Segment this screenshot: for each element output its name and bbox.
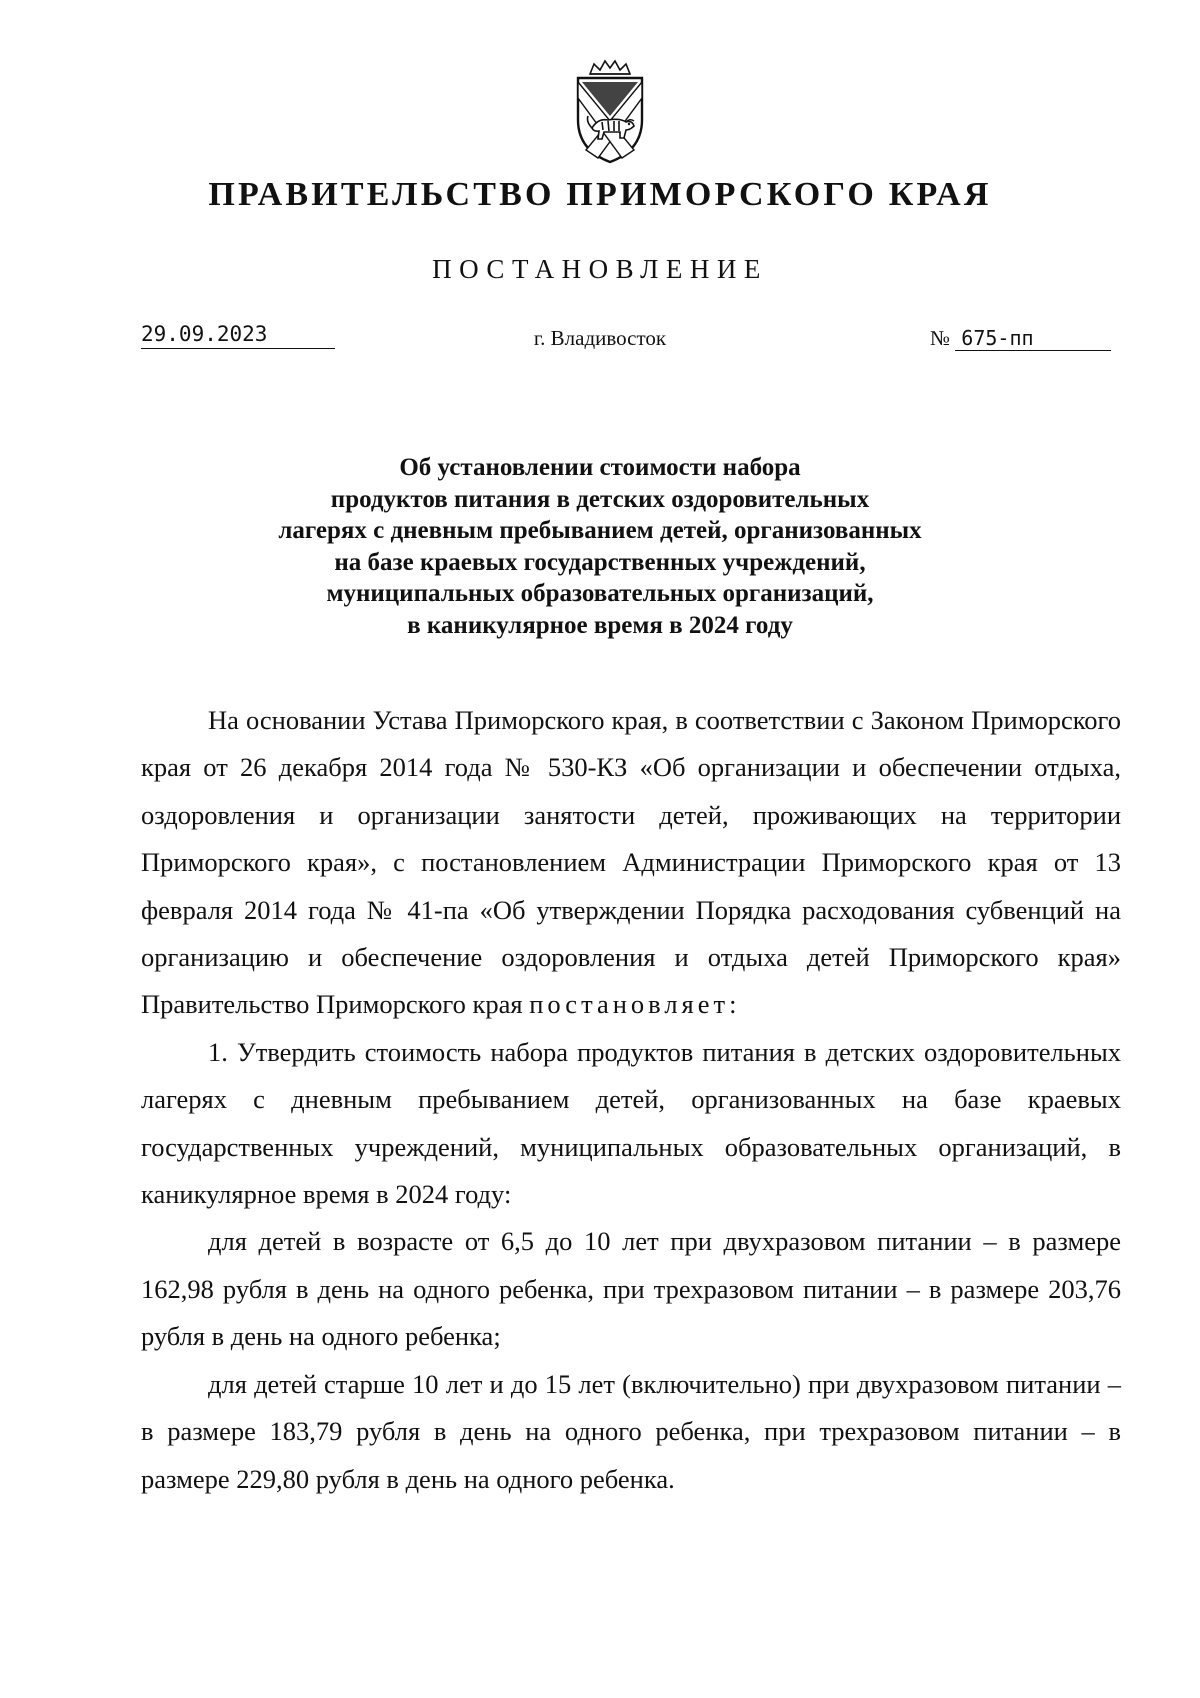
document-body bbox=[141, 697, 1121, 1503]
government-title: ПРАВИТЕЛЬСТВО ПРИМОРСКОГО КРАЯ bbox=[208, 176, 992, 213]
age-10-15-paragraph: для детей старше 10 лет и до 15 лет (включительно) при двухразовом питании – в размере 183,79 рубля в день на одного ребенка, при трехразовом питании – в размере 229,80 рубля в день на одного ребенка. bbox=[141, 1368, 1121, 1494]
subject-line: продуктов питания в детских оздоровительных bbox=[330, 485, 870, 513]
document-type: ПОСТАНОВЛЕНИЕ bbox=[432, 254, 768, 284]
coat-of-arms-icon bbox=[568, 58, 652, 166]
document-number bbox=[930, 326, 1111, 351]
subject-line: на базе краевых государственных учреждений, bbox=[334, 548, 866, 576]
clause-1-paragraph: 1. Утвердить стоимость набора продуктов питания в детских оздоровительных лагерях с дневным пребыванием детей, организованных на базе краевых государственных учреждений, муниципальных образовательных организаций, в каникулярное время в 2024 году: bbox=[141, 1036, 1121, 1210]
document-date: 29.09.2023 bbox=[141, 322, 335, 349]
decree-word: постановляет: bbox=[529, 989, 741, 1020]
number-value: 675-пп bbox=[955, 326, 1111, 351]
document-city: г. Владивосток bbox=[533, 326, 667, 350]
preamble-text: На основании Устава Приморского края, в соответствии с Законом Приморского края от 26 декабря 2014 года № 530-КЗ «Об организации и обеспечении отдыха, оздоровления и организации занятости детей, проживающих на территории Приморского края», с постановлением Администрации Приморского края от 13 февраля 2014 года № 41-па «Об утверждении Порядка расходования субвенций на организацию и обеспечение оздоровления и отдыха детей Приморского края» Правительство Приморского края bbox=[141, 705, 1121, 1020]
document-subject bbox=[0, 452, 1200, 641]
subject-line: Об установлении стоимости набора bbox=[399, 454, 801, 481]
number-sign: № bbox=[930, 326, 951, 350]
subject-line: муниципальных образовательных организаций, bbox=[326, 580, 874, 607]
preamble-paragraph bbox=[141, 697, 1121, 1029]
subject-line: лагерях с дневным пребыванием детей, организованных bbox=[278, 517, 922, 544]
age-6-10-paragraph: для детей в возрасте от 6,5 до 10 лет при двухразовом питании – в размере 162,98 рубля в день на одного ребенка, при трехразовом питании – в размере 203,76 рубля в день на одного ребенка; bbox=[141, 1226, 1121, 1352]
subject-line: в каникулярное время в 2024 году bbox=[407, 611, 793, 639]
